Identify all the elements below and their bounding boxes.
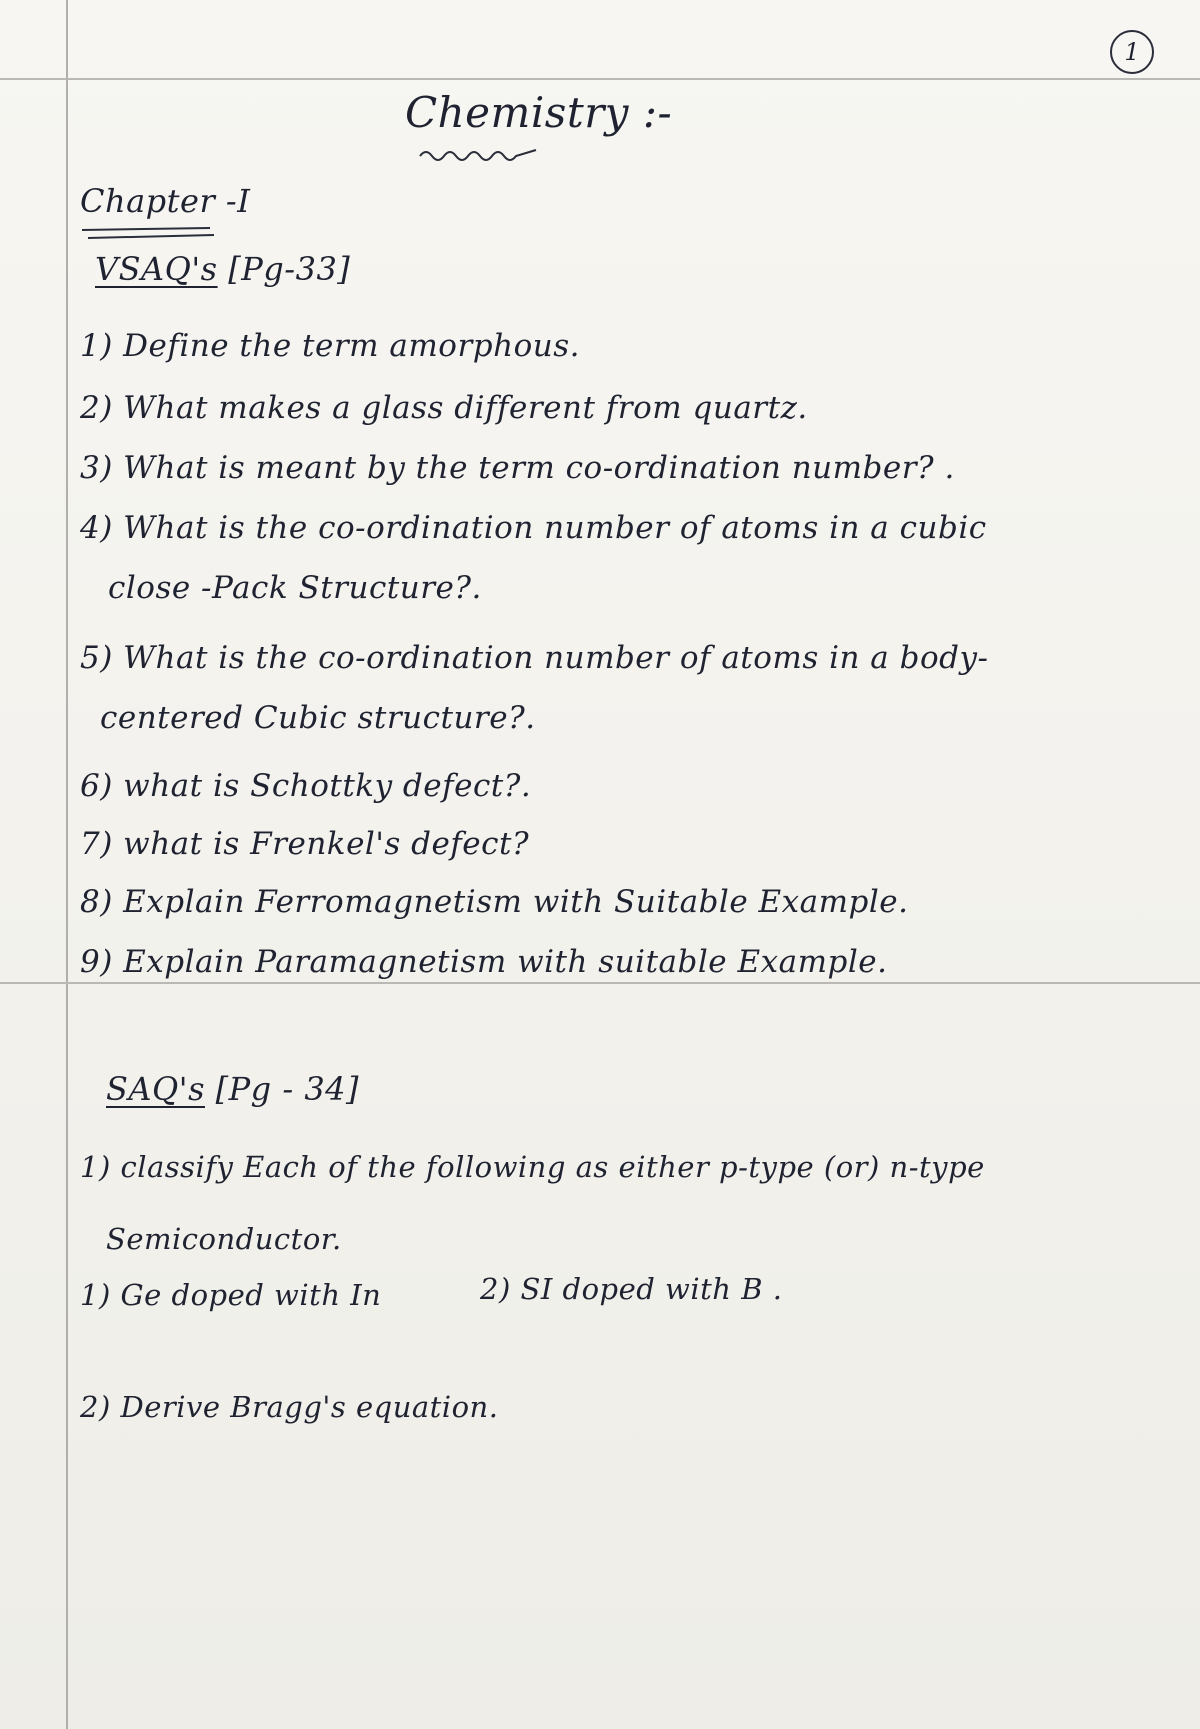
saq-question-1-part-b: 2) SI doped with B . [480,1272,783,1306]
vsaq-question-2: 2) What makes a glass different from quartz. [80,390,808,426]
vsaq-question-1: 1) Define the term amorphous. [80,328,580,364]
margin-line [66,0,68,1729]
section-divider [0,982,1200,984]
vsaq-question-3: 3) What is meant by the term co-ordination number? . [80,450,955,486]
vsaq-question-8: 8) Explain Ferromagnetism with Suitable Example. [80,884,909,920]
vsaq-question-5: 5) What is the co-ordination number of atoms in a body- [80,640,989,676]
saq-heading [106,1070,359,1108]
saq-question-1: 1) classify Each of the following as either p-type (or) n-type [80,1150,985,1184]
vsaq-heading [95,250,350,288]
vsaq-question-4: 4) What is the co-ordination number of atoms in a cubic [80,510,987,546]
saq-label: SAQ's [106,1070,205,1108]
vsaq-question-9: 9) Explain Paramagnetism with suitable Example. [80,944,888,980]
saq-question-2: 2) Derive Bragg's equation. [80,1390,499,1424]
saq-question-1-cont: Semiconductor. [106,1222,342,1256]
vsaq-question-6: 6) what is Schottky defect?. [80,768,532,804]
page-title: Chemistry :- [405,88,673,137]
chapter-underline [78,226,218,240]
page-number: 1 [1110,30,1154,74]
vsaq-question-5-cont: centered Cubic structure?. [100,700,536,736]
saq-page-ref: [Pg - 34] [215,1070,360,1108]
saq-question-1-part-a: 1) Ge doped with In [80,1278,382,1312]
vsaq-question-4-cont: close -Pack Structure?. [108,570,482,606]
title-underline-squiggle [418,148,538,164]
vsaq-page-ref: [Pg-33] [228,250,351,288]
vsaq-label: VSAQ's [95,250,218,288]
top-rule [0,78,1200,80]
chapter-heading: Chapter -I [80,182,251,220]
vsaq-question-7: 7) what is Frenkel's defect? [80,826,530,862]
